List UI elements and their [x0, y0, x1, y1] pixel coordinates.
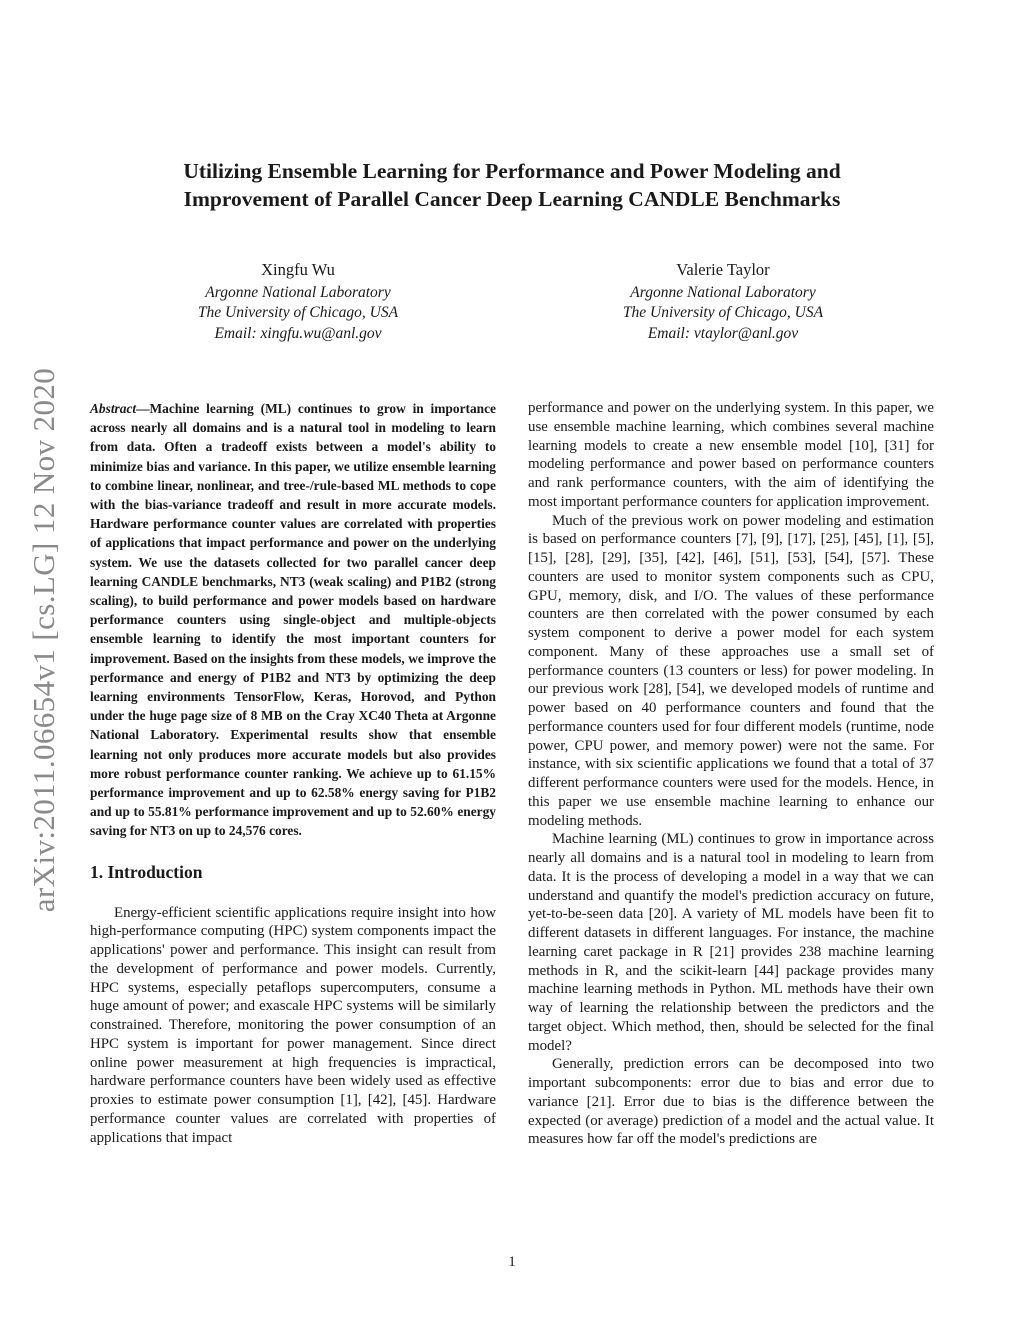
- author-affiliation: Argonne National Laboratory: [205, 283, 391, 301]
- author-name: Xingfu Wu: [261, 260, 335, 279]
- intro-paragraph-5: Generally, prediction errors can be decomposed into two important subcomponents: error due to bias and error due to variance [21]. Error due to bias is the difference between the expected (or average) prediction of a model and the actual value. It measures how far off the model's predictions are: [528, 1056, 934, 1148]
- page-number: 1: [508, 1254, 516, 1270]
- author-name: Valerie Taylor: [676, 260, 770, 279]
- left-column: [90, 399, 496, 1147]
- abstract-text: —Machine learning (ML) continues to grow in importance across nearly all domains and is a natural tool in modeling to learn from data. Often a tradeoff exists between a model's ability to minimize bias and variance. In this paper, we utilize ensemble learning to combine linear, nonlinear, and tree-/rule-based ML methods to cope with the bias-variance tradeoff and result in more accurate models. Hardware performance counter values are correlated with properties of applications that impact performance and power on the underlying system. We use the datasets collected for two parallel cancer deep learning CANDLE benchmarks, NT3 (weak scaling) and P1B2 (strong scaling), to build performance and power models based on hardware performance counters using single-object and multiple-objects ensemble learning to identify the most important counters for improvement. Based on the insights from these models, we improve the performance and energy of P1B2 and NT3 by optimizing the deep learning environments TensorFlow, Keras, Horovod, and Python under the huge page size of 8 MB on the Cray XC40 Theta at Argonne National Laboratory. Experimental results show that ensemble learning not only produces more accurate models but also provides more robust performance counter ranking. We achieve up to 61.15% performance improvement and up to 62.58% energy saving for P1B2 and up to 55.81% performance improvement and up to 52.60% energy saving for NT3 on up to 24,576 cores.: [90, 401, 496, 839]
- author-block-2: [533, 260, 913, 344]
- intro-paragraph-3: Much of the previous work on power modeling and estimation is based on performance counters [7], [9], [17], [25], [45], [1], [5], [15], [28], [29], [35], [42], [46], [51], [53], [54], [57]. These counters are used to monitor system components such as CPU, GPU, memory, disk, and I/O. The values of these performance counters are then correlated with the power consumed by each system component to derive a power model for each system component. Many of these approaches use a small set of performance counters (13 counters or less) for power modeling. In our previous work [28], [54], we developed models of runtime and power based on 40 performance counters and found that the performance counters used for four different models (runtime, node power, CPU power, and memory power) were not the same. For instance, with six scientific applications we found that a total of 37 different performance counters were used for the models. Hence, in this paper we use ensemble machine learning to enhance our modeling methods.: [528, 512, 934, 829]
- paper-title: [0, 157, 1024, 213]
- abstract: [90, 399, 496, 841]
- author-affiliation: Argonne National Laboratory: [630, 283, 816, 301]
- section-heading-introduction: 1. Introduction: [90, 861, 203, 882]
- title-line-2: Improvement of Parallel Cancer Deep Learning CANDLE Benchmarks: [183, 187, 841, 211]
- arxiv-side-stamp: arXiv:2011.06654v1 [cs.LG] 12 Nov 2020: [26, 367, 61, 913]
- right-column: [528, 399, 934, 1149]
- intro-paragraph-1: Energy-efficient scientific applications require insight into how high-performance computing (HPC) system components impact the applications' power and performance. This insight can result from the development of performance and power models. Currently, HPC systems, especially petaflops supercomputers, consume a huge amount of power; and exascale HPC systems will be similarly constrained. Therefore, monitoring the power consumption of an HPC system is important for power management. Since direct online power measurement at high frequencies is impractical, hardware performance counters have been widely used as effective proxies to estimate power consumption [1], [42], [45]. Hardware performance counter values are correlated with properties of applications that impact: [90, 904, 496, 1146]
- intro-paragraph-2: performance and power on the underlying system. In this paper, we use ensemble machine learning, which combines several machine learning models to create a new ensemble model [10], [31] for modeling performance and power based on performance counters and rank performance counters, with the aim of identifying the most important performance counters for application improvement.: [528, 400, 934, 510]
- author-block-1: [108, 260, 488, 344]
- intro-paragraph-4: Machine learning (ML) continues to grow in importance across nearly all domains and is a natural tool in modeling to learn from data. It is the process of developing a model in a way that we can understand and quantify the model's prediction accuracy on future, yet-to-be-seen data [20]. A variety of ML models have been fit to different datasets in different languages. For instance, the machine learning caret package in R [21] provides 238 machine learning methods in R, and the scikit-learn [44] package provides many machine learning methods in Python. ML methods have their own way of learning the relationship between the predictors and the target object. Which method, then, should be selected for the final model?: [528, 831, 934, 1054]
- author-affiliation: The University of Chicago, USA: [622, 304, 824, 321]
- author-affiliation: The University of Chicago, USA: [197, 304, 399, 321]
- abstract-lead: Abstract: [90, 401, 137, 416]
- author-email: Email: vtaylor@anl.gov: [647, 324, 799, 342]
- author-email: Email: xingfu.wu@anl.gov: [214, 324, 382, 342]
- title-line-1: Utilizing Ensemble Learning for Performance and Power Modeling and: [183, 159, 841, 183]
